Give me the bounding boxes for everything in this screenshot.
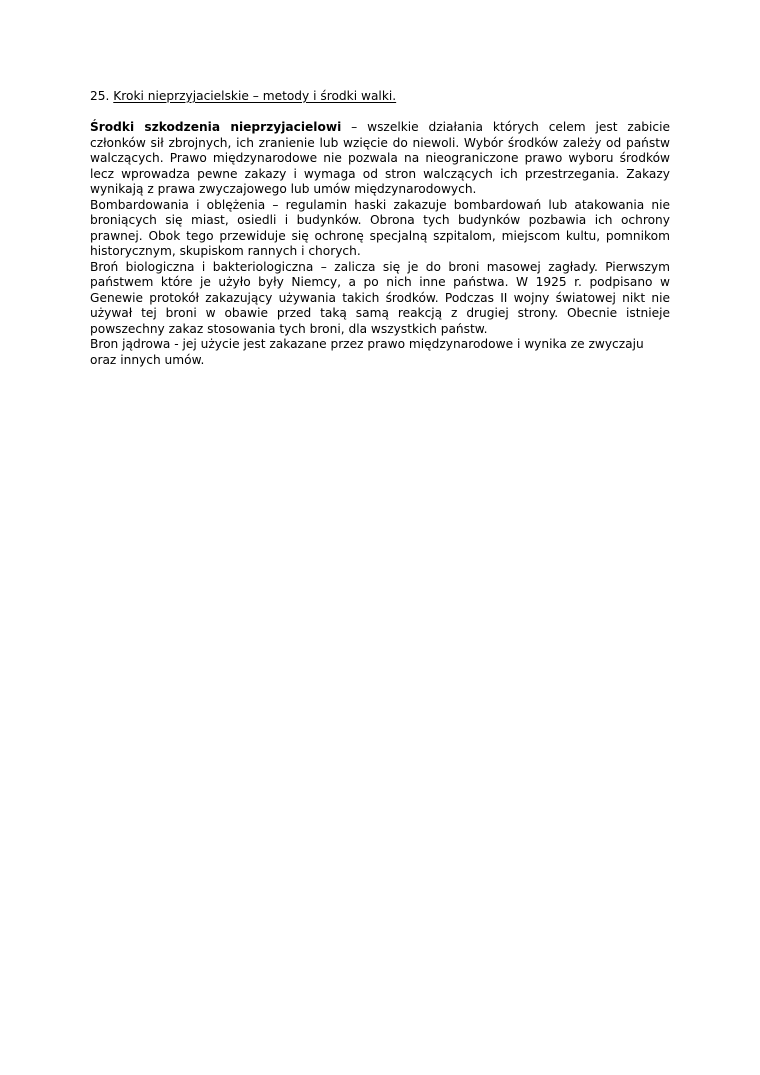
- paragraph-text: – wszelkie działania których celem jest zabicie członków sił zbrojnych, ich zranienie lub wzięcie do niewoli. Wybór środków zależy od państw walczących. Prawo międzynarodowe nie pozwala na nieograniczone prawo wyboru środków lecz wprowadza pewne zakazy i wymaga od stron walczących ich przestrzegania. Zakazy wynikają z prawa zwyczajowego lub umów międzynarodowych.: [90, 120, 670, 196]
- paragraph-biological-weapons: [90, 260, 670, 338]
- document-body: [90, 89, 670, 368]
- paragraph-bombardment: [90, 198, 670, 260]
- section-number: 25.: [90, 89, 110, 103]
- paragraph-text: Bombardowania i oblężenia – regulamin haski zakazuje bombardowań lub atakowania nie broniących się miast, osiedli i budynków. Obrona tych budynków pozbawia ich ochrony prawnej. Obok tego przewiduje się ochronę specjalną szpitalom, miejscom kultu, pomnikom historycznym, skupiskom rannych i chorych.: [90, 197, 670, 258]
- paragraph-means-of-harm: [90, 120, 670, 198]
- paragraph-lead-term: Środki szkodzenia nieprzyjacielowi: [90, 120, 342, 134]
- section-heading: [90, 89, 670, 105]
- section-title: Kroki nieprzyjacielskie – metody i środki walki.: [113, 89, 397, 103]
- paragraph-text: Bron jądrowa - jej użycie jest zakazane przez prawo międzynarodowe i wynika ze zwyczaju oraz innych umów.: [90, 337, 644, 367]
- paragraph-nuclear-weapons: [90, 337, 670, 368]
- blank-line: [90, 105, 670, 121]
- paragraph-text: Broń biologiczna i bakteriologiczna – zalicza się je do broni masowej zagłady. Pierwszym państwem które je użyło były Niemcy, a po nich inne państwa. W 1925 r. podpisano w Genewie protokół zakazujący używania takich środków. Podczas II wojny światowej nikt nie używał tej broni w obawie przed taką samą reakcją z drugiej strony. Obecnie istnieje powszechny zakaz stosowania tych broni, dla wszystkich państw.: [90, 259, 670, 336]
